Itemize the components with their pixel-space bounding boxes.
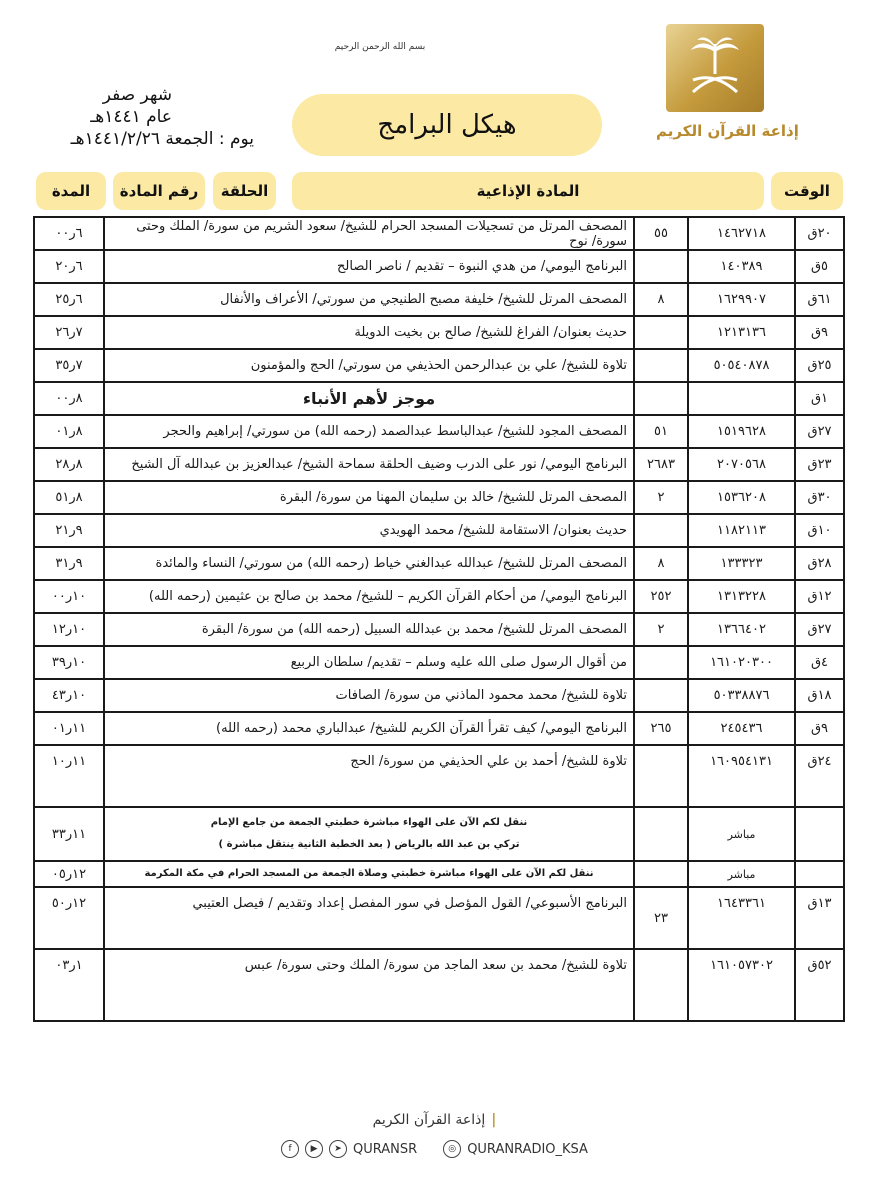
table-row	[34, 745, 844, 807]
material-cell: البرنامج اليومي/ من هدي النبوة – تقديم / ناصر الصالح	[104, 250, 634, 283]
table-row	[34, 349, 844, 382]
material-line: تركي بن عبد الله بالرياض ( بعد الخطبة الثانية ينتقل مباشرة )	[218, 839, 520, 850]
number-cell: ١٦٠٩٥٤١٣١	[688, 745, 795, 807]
time-cell: ١٢ر٠٥	[34, 861, 104, 887]
episode-cell	[634, 316, 688, 349]
material-cell: تلاوة للشيخ/ محمد محمود الماذني من سورة/ الصافات	[104, 679, 634, 712]
column-header-material: المادة الإذاعية	[292, 172, 764, 210]
time-cell: ٨ر٥١	[34, 481, 104, 514]
column-header-time: الوقت	[771, 172, 843, 210]
station-logo	[656, 24, 799, 144]
footer-radio: |إذاعة القرآن الكريم	[372, 1112, 497, 1128]
duration-cell: ١٨ق	[795, 679, 844, 712]
number-cell: ١٦١٠٢٠٣٠٠	[688, 646, 795, 679]
duration-cell: ٢٨ق	[795, 547, 844, 580]
duration-cell	[795, 861, 844, 887]
table-row	[34, 679, 844, 712]
time-cell: ٧ر٣٥	[34, 349, 104, 382]
number-cell: ١٣٦٦٤٠٢	[688, 613, 795, 646]
time-cell: ١٢ر٥٠	[34, 887, 104, 949]
column-header-number: رقم المادة	[113, 172, 205, 210]
footer-radio-name: إذاعة القرآن الكريم	[372, 1112, 486, 1128]
time-cell: ١٠ر٣٩	[34, 646, 104, 679]
duration-cell: ٢٥ق	[795, 349, 844, 382]
day-label: يوم : الجمعة ١٤٤١/٢/٢٦هـ	[70, 129, 254, 149]
logo-text: إذاعة القرآن الكريم	[656, 122, 799, 140]
date-block	[28, 84, 268, 150]
duration-cell	[795, 807, 844, 861]
telegram-icon[interactable]: ➤	[329, 1140, 347, 1158]
time-cell: ١١ر١٠	[34, 745, 104, 807]
time-cell: ٨ر٠٠	[34, 382, 104, 415]
time-cell: ١٠ر١٢	[34, 613, 104, 646]
material-cell: ننقل لكم الآن على الهواء مباشرة خطبتي وصلاة الجمعة من المسجد الحرام في مكة المكرمة	[104, 861, 634, 887]
number-cell: ١٤٠٣٨٩	[688, 250, 795, 283]
handle-quranradio[interactable]: QURANRADIO_KSA	[467, 1141, 588, 1157]
number-cell: ١٤٦٢٧١٨	[688, 217, 795, 250]
number-cell: ٢٤٥٤٣٦	[688, 712, 795, 745]
duration-cell: ١٢ق	[795, 580, 844, 613]
time-cell: ٦ر٢٥	[34, 283, 104, 316]
number-cell: ٢٠٧٠٥٦٨	[688, 448, 795, 481]
duration-cell: ١٠ق	[795, 514, 844, 547]
episode-cell	[634, 349, 688, 382]
material-cell: تلاوة للشيخ/ أحمد بن علي الحذيفي من سورة/ الحج	[104, 745, 634, 807]
number-cell: ١٣١٣٢٢٨	[688, 580, 795, 613]
material-cell: البرنامج اليومي/ كيف تقرأ القرآن الكريم للشيخ/ عبدالباري محمد (رحمه الله)	[104, 712, 634, 745]
material-cell: المصحف المرتل للشيخ/ محمد بن عبدالله السبيل (رحمه الله) من سورة/ البقرة	[104, 613, 634, 646]
number-cell: ١٥٣٦٢٠٨	[688, 481, 795, 514]
material-cell: المصحف المرتل للشيخ/ عبدالله عبدالغني خياط (رحمه الله) من سورتي/ النساء والمائدة	[104, 547, 634, 580]
material-cell: من أقوال الرسول صلى الله عليه وسلم – تقديم/ سلطان الربيع	[104, 646, 634, 679]
duration-cell: ٢٣ق	[795, 448, 844, 481]
column-header-episode: الحلقة	[213, 172, 276, 210]
episode-cell: ٢	[634, 481, 688, 514]
material-cell: المصحف المرتل من تسجيلات المسجد الحرام للشيخ/ سعود الشريم من سورة/ الملك وحتى سورة/ نوح	[104, 217, 634, 250]
table-row	[34, 481, 844, 514]
material-line: ننقل لكم الآن على الهواء مباشرة خطبتي الجمعة من جامع الإمام	[210, 817, 528, 828]
table-row	[34, 448, 844, 481]
number-cell: ١٦١٠٥٧٣٠٢	[688, 949, 795, 1021]
episode-cell: ٢٣	[634, 887, 688, 949]
episode-cell: ٥١	[634, 415, 688, 448]
number-cell: ١٥١٩٦٢٨	[688, 415, 795, 448]
episode-cell	[634, 679, 688, 712]
material-cell	[104, 807, 634, 861]
material-cell: المصحف المرتل للشيخ/ خالد بن سليمان المهنا من سورة/ البقرة	[104, 481, 634, 514]
table-row	[34, 580, 844, 613]
episode-cell: ٢٥٢	[634, 580, 688, 613]
material-cell: البرنامج اليومي/ من أحكام القرآن الكريم – للشيخ/ محمد بن صالح بن عثيمين (رحمه الله)	[104, 580, 634, 613]
table-row	[34, 415, 844, 448]
time-cell: ٩ر٣١	[34, 547, 104, 580]
column-header-duration: المدة	[36, 172, 106, 210]
episode-cell	[634, 250, 688, 283]
table-row	[34, 887, 844, 949]
time-cell: ٩ر٢١	[34, 514, 104, 547]
number-cell: مباشر	[688, 861, 795, 887]
time-cell: ١٠ر٤٣	[34, 679, 104, 712]
footer	[0, 1112, 869, 1158]
material-cell: البرنامج اليومي/ نور على الدرب وضيف الحلقة سماحة الشيخ/ عبدالعزيز بن عبدالله آل الشيخ	[104, 448, 634, 481]
episode-cell: ٨	[634, 547, 688, 580]
time-cell: ٨ر٠١	[34, 415, 104, 448]
material-cell: تلاوة للشيخ/ علي بن عبدالرحمن الحذيفي من سورتي/ الحج والمؤمنون	[104, 349, 634, 382]
material-cell: حديث بعنوان/ الاستقامة للشيخ/ محمد الهويدي	[104, 514, 634, 547]
table-row	[34, 861, 844, 887]
table-row	[34, 382, 844, 415]
episode-cell: ٢	[634, 613, 688, 646]
number-cell: مباشر	[688, 807, 795, 861]
episode-cell	[634, 745, 688, 807]
table-row	[34, 217, 844, 250]
episode-cell	[634, 949, 688, 1021]
material-cell: المصحف المرتل للشيخ/ خليفة مصبح الطنيجي من سورتي/ الأعراف والأنفال	[104, 283, 634, 316]
table-row	[34, 807, 844, 861]
episode-cell: ٥٥	[634, 217, 688, 250]
material-cell: حديث بعنوان/ الفراغ للشيخ/ صالح بن بخيت الدويلة	[104, 316, 634, 349]
number-cell: ١٢١٣١٣٦	[688, 316, 795, 349]
time-cell: ٧ر٢٦	[34, 316, 104, 349]
material-cell: تلاوة للشيخ/ محمد بن سعد الماجد من سورة/ الملك وحتى سورة/ عبس	[104, 949, 634, 1021]
number-cell: ١١٨٢١١٣	[688, 514, 795, 547]
episode-cell	[634, 514, 688, 547]
duration-cell: ٥٢ق	[795, 949, 844, 1021]
number-cell: ٥٠٣٣٨٨٧٦	[688, 679, 795, 712]
page-title: هيكل البرامج	[292, 94, 602, 156]
duration-cell: ٢٠ق	[795, 217, 844, 250]
number-cell: ٥٠٥٤٠٨٧٨	[688, 349, 795, 382]
episode-cell: ٢٦٨٣	[634, 448, 688, 481]
episode-cell	[634, 646, 688, 679]
episode-cell	[634, 807, 688, 861]
material-cell: البرنامج الأسبوعي/ القول المؤصل في سور المفصل إعداد وتقديم / فيصل العتيبي	[104, 887, 634, 949]
table-row	[34, 514, 844, 547]
duration-cell: ٦١ق	[795, 283, 844, 316]
facebook-icon[interactable]: f	[281, 1140, 299, 1158]
duration-cell: ٥ق	[795, 250, 844, 283]
duration-cell: ٣٠ق	[795, 481, 844, 514]
duration-cell: ٢٧ق	[795, 613, 844, 646]
table-row	[34, 613, 844, 646]
time-cell: ٦ر٠٠	[34, 217, 104, 250]
handle-quransr[interactable]: QURANSR	[353, 1141, 418, 1157]
table-row	[34, 316, 844, 349]
social-bar	[0, 1140, 869, 1158]
material-cell: موجز لأهم الأنباء	[104, 382, 634, 415]
time-cell: ٦ر٢٠	[34, 250, 104, 283]
table-row	[34, 949, 844, 1021]
youtube-icon[interactable]: ▶	[305, 1140, 323, 1158]
duration-cell: ١٣ق	[795, 887, 844, 949]
time-cell: ١١ر٠١	[34, 712, 104, 745]
episode-cell	[634, 382, 688, 415]
duration-cell: ٢٤ق	[795, 745, 844, 807]
year-label: عام ١٤٤١هـ	[90, 107, 172, 127]
duration-cell: ٤ق	[795, 646, 844, 679]
episode-cell: ٢٦٥	[634, 712, 688, 745]
month-label: شهر صفر	[102, 85, 172, 105]
episode-cell: ٨	[634, 283, 688, 316]
palm-swords-icon	[666, 24, 764, 112]
material-cell: المصحف المجود للشيخ/ عبدالباسط عبدالصمد (رحمه الله) من سورتي/ إبراهيم والحجر	[104, 415, 634, 448]
table-row	[34, 547, 844, 580]
table-row	[34, 712, 844, 745]
number-cell: ١٦٤٣٣٦١	[688, 887, 795, 949]
time-cell: ١ر٠٣	[34, 949, 104, 1021]
bismillah: بسم الله الرحمن الرحيم	[334, 42, 426, 52]
table-row	[34, 646, 844, 679]
duration-cell: ١ق	[795, 382, 844, 415]
time-cell: ١٠ر٠٠	[34, 580, 104, 613]
number-cell: ١٦٢٩٩٠٧	[688, 283, 795, 316]
table-row	[34, 250, 844, 283]
instagram-icon[interactable]: ◎	[443, 1140, 461, 1158]
number-cell: ١٣٣٣٢٣	[688, 547, 795, 580]
time-cell: ٨ر٢٨	[34, 448, 104, 481]
duration-cell: ٩ق	[795, 316, 844, 349]
table-row	[34, 283, 844, 316]
time-cell: ١١ر٣٣	[34, 807, 104, 861]
duration-cell: ٩ق	[795, 712, 844, 745]
schedule-table	[33, 216, 845, 1022]
episode-cell	[634, 861, 688, 887]
duration-cell: ٢٧ق	[795, 415, 844, 448]
number-cell	[688, 382, 795, 415]
